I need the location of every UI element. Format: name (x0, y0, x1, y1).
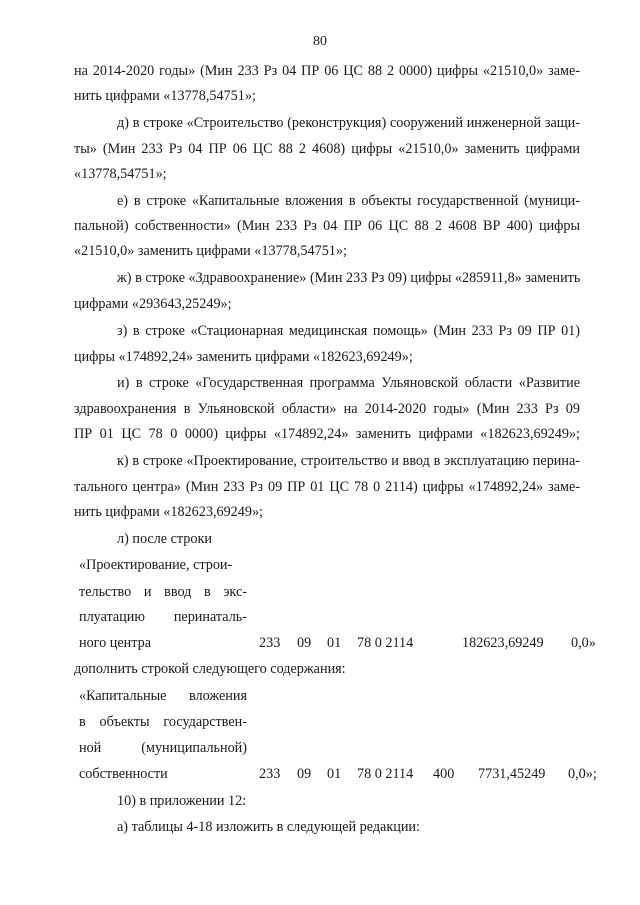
text-line: д) в строке «Строительство (реконструкция) сооружений инженерной защи- (117, 115, 580, 131)
page-number: 80 (313, 34, 327, 49)
cell-vr: 400 (433, 766, 455, 782)
text-line: ж) в строке «Здравоохранение» (Мин 233 Рз 09) цифры «285911,8» заменить (117, 270, 581, 286)
text-line: цифры «174892,24» заменить цифрами «182623,69249»; (74, 349, 413, 365)
text-line: пальной) собственности» (Мин 233 Рз 04 ПР 06 ЦС 88 2 4608 ВР 400) цифры (74, 218, 580, 234)
text-line: тального центра» (Мин 233 Рз 09 ПР 01 ЦС 78 0 2114) цифры «174892,24» заме- (74, 479, 580, 495)
cell-value-2: 0,0» (571, 635, 596, 651)
cell-value-2: 0,0»; (568, 766, 597, 782)
cell-pr: 01 (327, 766, 342, 782)
row-name-line: ной (муниципальной) (79, 740, 247, 756)
text-line: дополнить строкой следующего содержания: (74, 661, 346, 677)
text-line: здравоохранения в Ульяновской области» на 2014-2020 годы» (Мин 233 Рз 09 (74, 401, 580, 417)
cell-min: 233 (259, 635, 281, 651)
text-line: «21510,0» заменить цифрами «13778,54751»; (74, 243, 347, 259)
text-line: «13778,54751»; (74, 166, 167, 182)
cell-pr: 01 (327, 635, 342, 651)
cell-rz: 09 (297, 635, 312, 651)
cell-cs: 78 0 2114 (357, 766, 414, 782)
text-line: а) таблицы 4-18 изложить в следующей редакции: (117, 819, 420, 835)
row-name-line: «Проектирование, строи- (79, 557, 233, 573)
cell-value: 7731,45249 (478, 766, 546, 782)
text-line: нить цифрами «182623,69249»; (74, 504, 263, 520)
text-line: и) в строке «Государственная программа Ульяновской области «Развитие (117, 375, 580, 391)
text-line: на 2014-2020 годы» (Мин 233 Рз 04 ПР 06 ЦС 88 2 0000) цифры «21510,0» заме- (74, 63, 580, 79)
row-name-line: собственности (79, 766, 168, 782)
row-name-line: в объекты государствен- (79, 714, 247, 730)
row-name-line: ного центра (79, 635, 152, 651)
text-line: л) после строки (117, 531, 212, 547)
row-name-line: «Капитальные вложения (79, 688, 247, 704)
text-line: 10) в приложении 12: (117, 793, 247, 809)
text-line: ПР 01 ЦС 78 0 0000) цифры «174892,24» заменить цифрами «182623,69249»; (74, 426, 580, 442)
cell-cs: 78 0 2114 (357, 635, 414, 651)
row-name-line: тельство и ввод в экс- (79, 584, 247, 600)
text-line: к) в строке «Проектирование, строительство и ввод в эксплуатацию перина- (117, 453, 580, 469)
cell-min: 233 (259, 766, 281, 782)
cell-rz: 09 (297, 766, 312, 782)
text-line: ты» (Мин 233 Рз 04 ПР 06 ЦС 88 2 4608) цифры «21510,0» заменить цифрами (74, 141, 580, 157)
text-line: цифрами «293643,25249»; (74, 296, 232, 312)
text-line: е) в строке «Капитальные вложения в объекты государственной (муници- (117, 193, 580, 209)
row-name-line: плуатацию перинаталь- (79, 609, 247, 625)
cell-value: 182623,69249 (462, 635, 544, 651)
text-line: з) в строке «Стационарная медицинская помощь» (Мин 233 Рз 09 ПР 01) (117, 323, 580, 339)
text-line: нить цифрами «13778,54751»; (74, 88, 256, 104)
